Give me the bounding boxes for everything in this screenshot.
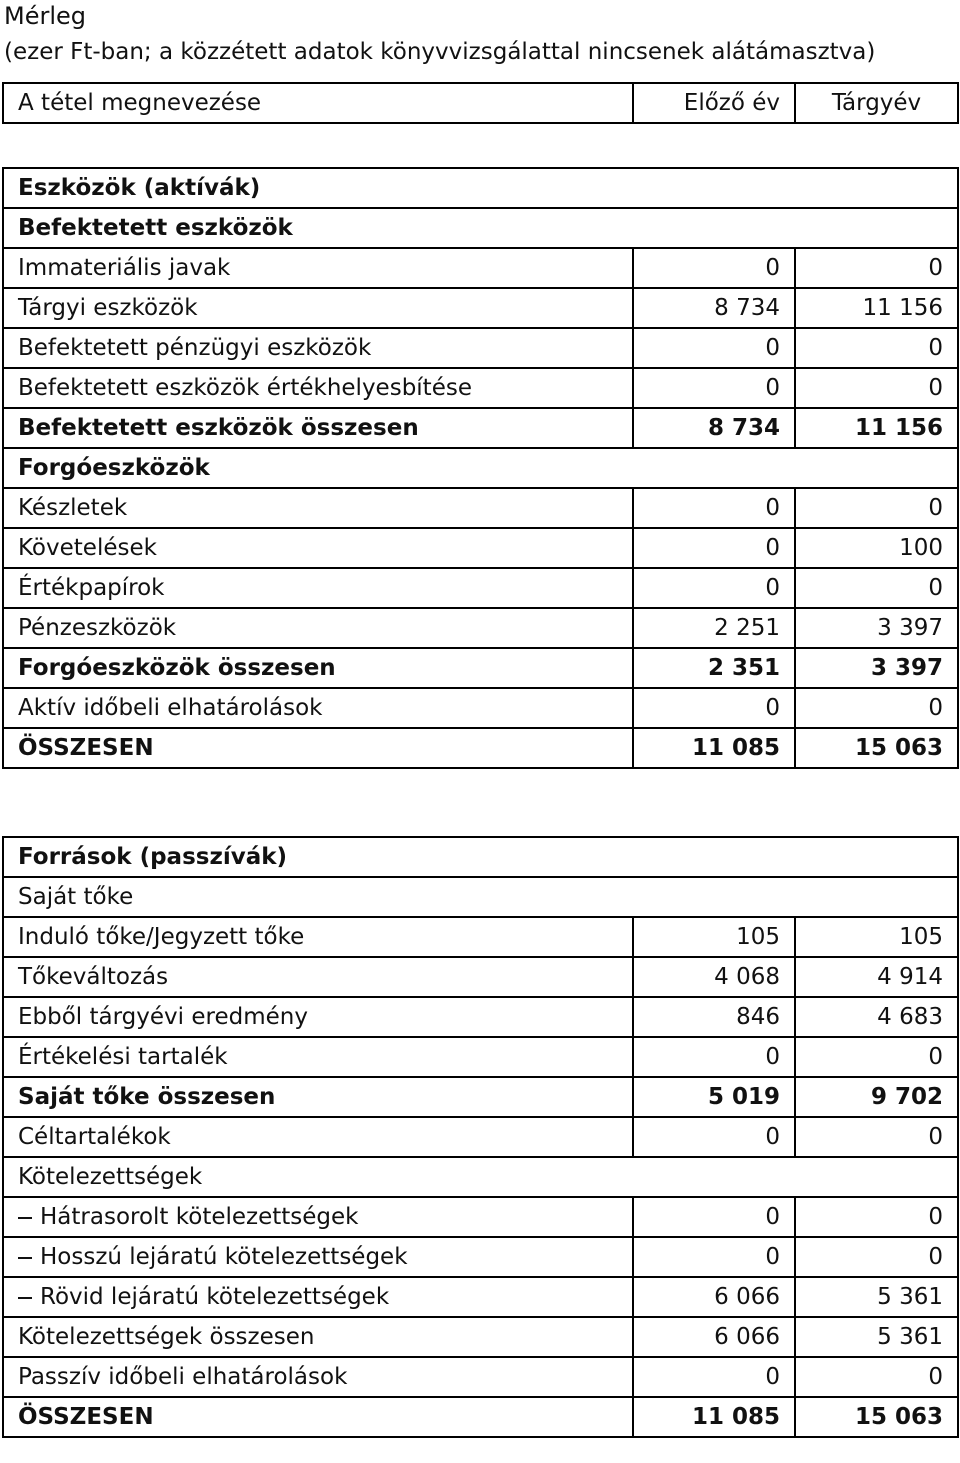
document-subtitle: (ezer Ft-ban; a közzétett adatok könyvvizsgálattal nincsenek alátámasztva)	[4, 39, 876, 65]
dash-marker	[18, 1217, 32, 1219]
current-year-value: 3 397	[795, 648, 958, 688]
current-year-value: 100	[795, 528, 958, 568]
row-label: Készletek	[18, 495, 128, 521]
dash-marker	[18, 1297, 32, 1299]
row-label-cell	[3, 608, 633, 648]
liabilities-row	[3, 1197, 958, 1237]
row-label-cell	[3, 408, 633, 448]
current-year-value: 4 914	[795, 957, 958, 997]
row-label: Hátrasorolt kötelezettségek	[40, 1204, 359, 1230]
current-year-value: 9 702	[795, 1077, 958, 1117]
row-label: ÖSSZESEN	[18, 1404, 154, 1430]
current-year-value: 0	[795, 488, 958, 528]
prev-year-value: 2 251	[633, 608, 795, 648]
current-year-value: 0	[795, 1037, 958, 1077]
column-header-prev-year: Előző év	[633, 83, 795, 123]
current-year-value: 0	[795, 1197, 958, 1237]
row-label: Befektetett eszközök összesen	[18, 415, 419, 441]
liabilities-section-row	[3, 837, 958, 877]
section-label: Kötelezettségek	[3, 1157, 958, 1197]
current-year-value: 0	[795, 568, 958, 608]
prev-year-value: 0	[633, 1357, 795, 1397]
liabilities-table	[2, 836, 959, 1438]
row-label-cell	[3, 488, 633, 528]
prev-year-value: 8 734	[633, 408, 795, 448]
current-year-value: 11 156	[795, 408, 958, 448]
row-label: Immateriális javak	[18, 255, 231, 281]
assets-rows	[3, 168, 958, 768]
row-label: Saját tőke összesen	[18, 1084, 276, 1110]
assets-section-row	[3, 448, 958, 488]
section-label: Befektetett eszközök	[3, 208, 958, 248]
prev-year-value: 0	[633, 488, 795, 528]
row-label: Céltartalékok	[18, 1124, 171, 1150]
prev-year-value: 5 019	[633, 1077, 795, 1117]
liabilities-row	[3, 917, 958, 957]
row-label-cell	[3, 248, 633, 288]
current-year-value: 11 156	[795, 288, 958, 328]
prev-year-value: 0	[633, 328, 795, 368]
row-label-cell	[3, 1077, 633, 1117]
prev-year-value: 2 351	[633, 648, 795, 688]
dash-marker	[18, 1257, 32, 1259]
current-year-value: 4 683	[795, 997, 958, 1037]
current-year-value: 0	[795, 368, 958, 408]
prev-year-value: 4 068	[633, 957, 795, 997]
assets-row	[3, 688, 958, 728]
section-label: Forgóeszközök	[3, 448, 958, 488]
current-year-value: 0	[795, 1117, 958, 1157]
row-label: Kötelezettségek összesen	[18, 1324, 315, 1350]
prev-year-value: 0	[633, 688, 795, 728]
prev-year-value: 0	[633, 248, 795, 288]
row-label-cell	[3, 1317, 633, 1357]
current-year-value: 15 063	[795, 728, 958, 768]
row-label-cell	[3, 288, 633, 328]
prev-year-value: 0	[633, 1237, 795, 1277]
current-year-value: 0	[795, 1357, 958, 1397]
assets-row	[3, 648, 958, 688]
row-label-cell	[3, 1037, 633, 1077]
liabilities-rows	[3, 837, 958, 1437]
row-label-cell	[3, 1237, 633, 1277]
current-year-value: 5 361	[795, 1277, 958, 1317]
row-label-cell	[3, 688, 633, 728]
current-year-value: 5 361	[795, 1317, 958, 1357]
row-label-cell	[3, 1277, 633, 1317]
row-label: Ebből tárgyévi eredmény	[18, 1004, 308, 1030]
current-year-value: 0	[795, 248, 958, 288]
row-label: Hosszú lejáratú kötelezettségek	[40, 1244, 408, 1270]
row-label: Induló tőke/Jegyzett tőke	[18, 924, 305, 950]
row-label: Befektetett eszközök értékhelyesbítése	[18, 375, 472, 401]
row-label: Befektetett pénzügyi eszközök	[18, 335, 372, 361]
row-label: ÖSSZESEN	[18, 735, 154, 761]
current-year-value: 0	[795, 328, 958, 368]
prev-year-value: 11 085	[633, 1397, 795, 1437]
prev-year-value: 8 734	[633, 288, 795, 328]
current-year-value: 15 063	[795, 1397, 958, 1437]
assets-row	[3, 728, 958, 768]
row-label-cell	[3, 1397, 633, 1437]
liabilities-row	[3, 1357, 958, 1397]
liabilities-section-row	[3, 877, 958, 917]
liabilities-row	[3, 957, 958, 997]
liabilities-row	[3, 1237, 958, 1277]
liabilities-row	[3, 1317, 958, 1357]
row-label: Aktív időbeli elhatárolások	[18, 695, 323, 721]
liabilities-row	[3, 1397, 958, 1437]
row-label: Rövid lejáratú kötelezettségek	[40, 1284, 390, 1310]
prev-year-value: 0	[633, 1037, 795, 1077]
assets-row	[3, 528, 958, 568]
liabilities-row	[3, 1077, 958, 1117]
prev-year-value: 11 085	[633, 728, 795, 768]
prev-year-value: 0	[633, 1117, 795, 1157]
row-label-cell	[3, 648, 633, 688]
row-label-cell	[3, 328, 633, 368]
prev-year-value: 846	[633, 997, 795, 1037]
current-year-value: 3 397	[795, 608, 958, 648]
liabilities-row	[3, 1037, 958, 1077]
liabilities-row	[3, 1117, 958, 1157]
liabilities-row	[3, 1277, 958, 1317]
row-label-cell	[3, 917, 633, 957]
row-label: Forgóeszközök összesen	[18, 655, 336, 681]
row-label: Passzív időbeli elhatárolások	[18, 1364, 348, 1390]
row-label: Tárgyi eszközök	[18, 295, 198, 321]
column-header-row	[3, 83, 958, 123]
prev-year-value: 0	[633, 528, 795, 568]
column-header-name: A tétel megnevezése	[3, 83, 633, 123]
assets-row	[3, 328, 958, 368]
row-label-cell	[3, 1117, 633, 1157]
current-year-value: 0	[795, 688, 958, 728]
assets-row	[3, 408, 958, 448]
section-label: Saját tőke	[3, 877, 958, 917]
row-label: Értékelési tartalék	[18, 1044, 228, 1070]
row-label: Tőkeváltozás	[18, 964, 169, 990]
prev-year-value: 6 066	[633, 1277, 795, 1317]
assets-row	[3, 488, 958, 528]
row-label-cell	[3, 997, 633, 1037]
prev-year-value: 0	[633, 1197, 795, 1237]
assets-row	[3, 248, 958, 288]
assets-row	[3, 608, 958, 648]
assets-section-row	[3, 208, 958, 248]
current-year-value: 105	[795, 917, 958, 957]
row-label-cell	[3, 568, 633, 608]
row-label-cell	[3, 1197, 633, 1237]
assets-row	[3, 288, 958, 328]
section-label: Források (passzívák)	[3, 837, 958, 877]
row-label-cell	[3, 728, 633, 768]
assets-table	[2, 167, 959, 769]
column-header-current-year: Tárgyév	[795, 83, 958, 123]
section-label: Eszközök (aktívák)	[3, 168, 958, 208]
column-header-table	[2, 82, 959, 124]
assets-section-row	[3, 168, 958, 208]
row-label-cell	[3, 368, 633, 408]
row-label: Követelések	[18, 535, 157, 561]
liabilities-row	[3, 997, 958, 1037]
prev-year-value: 0	[633, 368, 795, 408]
row-label: Pénzeszközök	[18, 615, 177, 641]
prev-year-value: 0	[633, 568, 795, 608]
assets-row	[3, 568, 958, 608]
liabilities-section-row	[3, 1157, 958, 1197]
prev-year-value: 6 066	[633, 1317, 795, 1357]
row-label-cell	[3, 528, 633, 568]
current-year-value: 0	[795, 1237, 958, 1277]
row-label-cell	[3, 957, 633, 997]
prev-year-value: 105	[633, 917, 795, 957]
document-title: Mérleg	[4, 2, 87, 30]
assets-row	[3, 368, 958, 408]
row-label: Értékpapírok	[18, 575, 165, 601]
row-label-cell	[3, 1357, 633, 1397]
